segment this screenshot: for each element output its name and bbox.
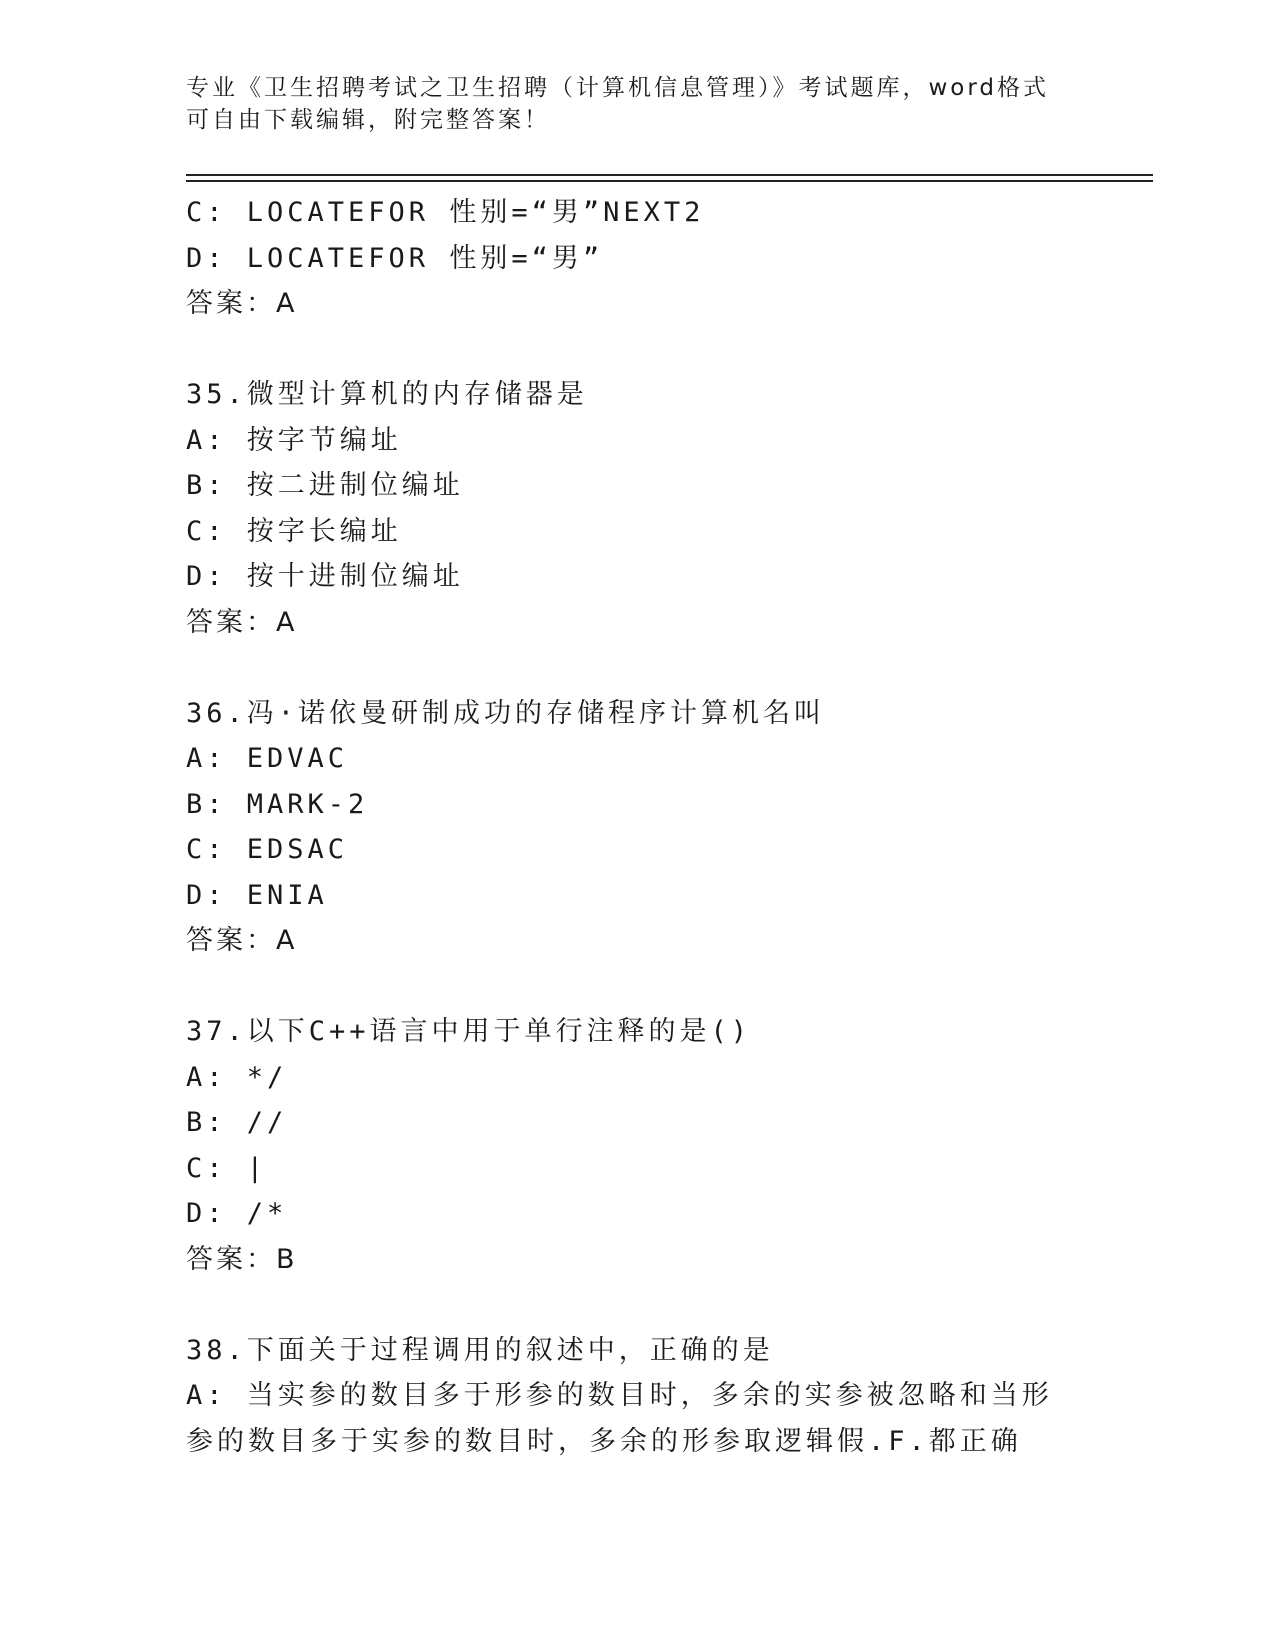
question-text: 35.微型计算机的内存储器是 [186,379,588,410]
option-a: A: 按字节编址 [186,424,402,456]
option-b: B: MARK-2 [186,788,369,820]
option-c: C: EDSAC [186,834,349,865]
option-b: B: 按二进制位编址 [186,470,464,501]
option-c: C: 按字长编址 [186,515,402,547]
answer: 答案：B [186,1243,298,1275]
question-36 [186,691,1086,964]
option-a: A: EDVAC [186,743,349,774]
answer: 答案：A [186,606,298,638]
question-text: 36.冯·诺依曼研制成功的存储程序计算机名叫 [186,697,826,729]
option-a: A: */ [186,1061,288,1093]
answer: 答案：A [186,288,298,319]
question-text: 37.以下C++语言中用于单行注释的是() [186,1016,752,1047]
document-header: 专业《卫生招聘考试之卫生招聘（计算机信息管理）》考试题库，word格式可自由下载编辑，附完整答案！ [186,75,1050,133]
header-divider-bottom [186,180,1153,182]
question-37 [186,1009,1086,1282]
header-divider-top [186,174,1153,176]
option-d: D: LOCATEFOR 性别=“男” [186,242,604,274]
option-d: D: 按十进制位编址 [186,561,464,592]
question-text: 38.下面关于过程调用的叙述中，正确的是 [186,1334,774,1366]
option-d: D: /* [186,1198,288,1229]
question-35 [186,372,1086,645]
option-c: C: | [186,1152,268,1184]
question-38 [186,1328,1086,1465]
question-34-remainder [186,190,1086,327]
answer: 答案：A [186,925,298,956]
option-d: D: ENIA [186,879,328,911]
option-c: C: LOCATEFOR 性别=“男”NEXT2 [186,197,705,228]
option-a: A: 当实参的数目多于形参的数目时，多余的实参被忽略和当形参的数目多于实参的数目时，多余的形参取逻辑假.F.都正确 [186,1380,1053,1457]
question-list [186,190,1086,1464]
option-b: B: // [186,1107,288,1138]
